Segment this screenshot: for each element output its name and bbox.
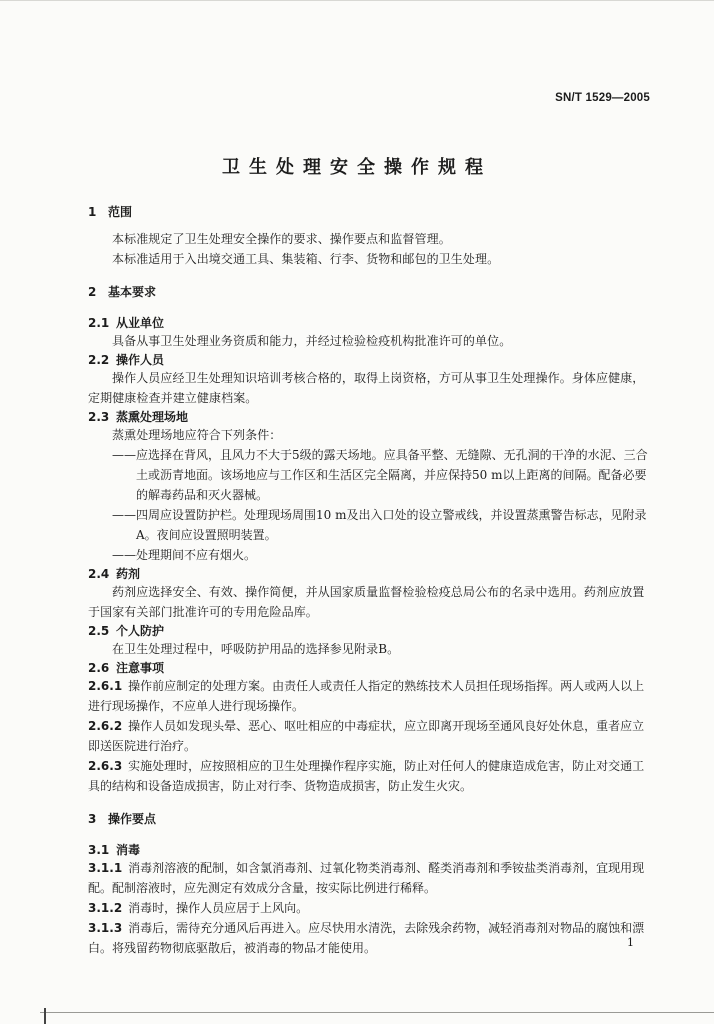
paragraph: 具备从事卫生处理业务资质和能力，并经过检验检疫机构批准许可的单位。 (112, 334, 512, 348)
numbered-paragraph: 3.1.2 消毒时，操作人员应居于上风向。 (88, 901, 309, 915)
subsection-heading-2-1: 2.1 从业单位 (88, 316, 165, 330)
paragraph: 操作人员应经卫生处理知识培训考核合格的，取得上岗资格，方可从事卫生处理操作。身体应健康，定期健康检查并建立健康档案。 (88, 371, 645, 405)
numbered-paragraph: 2.6.3 实施处理时，应按照相应的卫生处理操作程序实施，防止对任何人的健康造成危害，防止对交通工具的结构和设备造成损害，防止对行李、货物造成损害，防止发生火灾。 (88, 759, 645, 793)
numbered-paragraph: 2.6.2 操作人员如发现头晕、恶心、呕吐相应的中毒症状，应立即离开现场至通风良好处休息，重者应立即送医院进行治疗。 (88, 719, 645, 753)
paragraph: 本标准适用于入出境交通工具、集装箱、行李、货物和邮包的卫生处理。 (112, 252, 500, 266)
section-heading-3: 3 操作要点 (88, 812, 157, 826)
list-item: ——处理期间不应有烟火。 (112, 548, 257, 562)
subsection-heading-2-3: 2.3 蒸熏处理场地 (88, 410, 189, 424)
standard-code: SN/T 1529—2005 (555, 92, 650, 104)
subsection-heading-2-4: 2.4 药剂 (88, 567, 141, 581)
paragraph: 蒸熏处理场地应符合下列条件： (112, 428, 282, 442)
list-item: ——四周应设置防护栏。处理现场周围10 m及出入口处的设立警戒线，并设置蒸熏警告标志，见附录A。夜间应设置照明装置。 (112, 508, 647, 542)
subsection-heading-2-5: 2.5 个人防护 (88, 624, 165, 638)
numbered-paragraph: 3.1.1 消毒剂溶液的配制，如含氯消毒剂、过氧化物类消毒剂、醛类消毒剂和季铵盐类消毒剂，宜现用现配。配制溶液时，应先测定有效成分含量，按实际比例进行稀释。 (88, 861, 645, 895)
paragraph: 在卫生处理过程中，呼吸防护用品的选择参见附录B。 (112, 642, 400, 656)
numbered-paragraph: 2.6.1 操作前应制定的处理方案。由责任人或责任人指定的熟练技术人员担任现场指挥。两人或两人以上进行现场操作，不应单人进行现场操作。 (88, 679, 645, 713)
subsection-heading-2-6: 2.6 注意事项 (88, 661, 165, 675)
list-item: ——应选择在背风，且风力不大于5级的露天场地。应具备平整、无缝隙、无孔洞的干净的水泥、三合土或沥青地面。该场地应与工作区和生活区完全隔离，并应保持50 m以上距离的间隔。配备必要的解毒药品和灭火器械。 (112, 448, 648, 502)
section-heading-1: 1 范围 (88, 205, 133, 219)
scan-mark (44, 1008, 46, 1024)
subsection-heading-3-1: 3.1 消毒 (88, 843, 141, 857)
document-title: 卫生处理安全操作规程 (222, 157, 492, 178)
scan-edge-bottom (40, 1012, 714, 1013)
scan-edge-top (0, 0, 714, 1)
numbered-paragraph: 3.1.3 消毒后，需待充分通风后再进入。应尽快用水清洗，去除残余药物，减轻消毒剂对物品的腐蚀和漂白。将残留药物彻底驱散后，被消毒的物品才能使用。 (88, 921, 645, 955)
paragraph: 本标准规定了卫生处理安全操作的要求、操作要点和监督管理。 (112, 232, 451, 246)
section-heading-2: 2 基本要求 (88, 285, 157, 299)
document-body (88, 203, 654, 958)
subsection-heading-2-2: 2.2 操作人员 (88, 353, 165, 367)
paragraph: 药剂应选择安全、有效、操作简便，并从国家质量监督检验检疫总局公布的名录中选用。药剂应放置于国家有关部门批准许可的专用危险品库。 (88, 585, 645, 619)
page-number: 1 (627, 936, 634, 949)
